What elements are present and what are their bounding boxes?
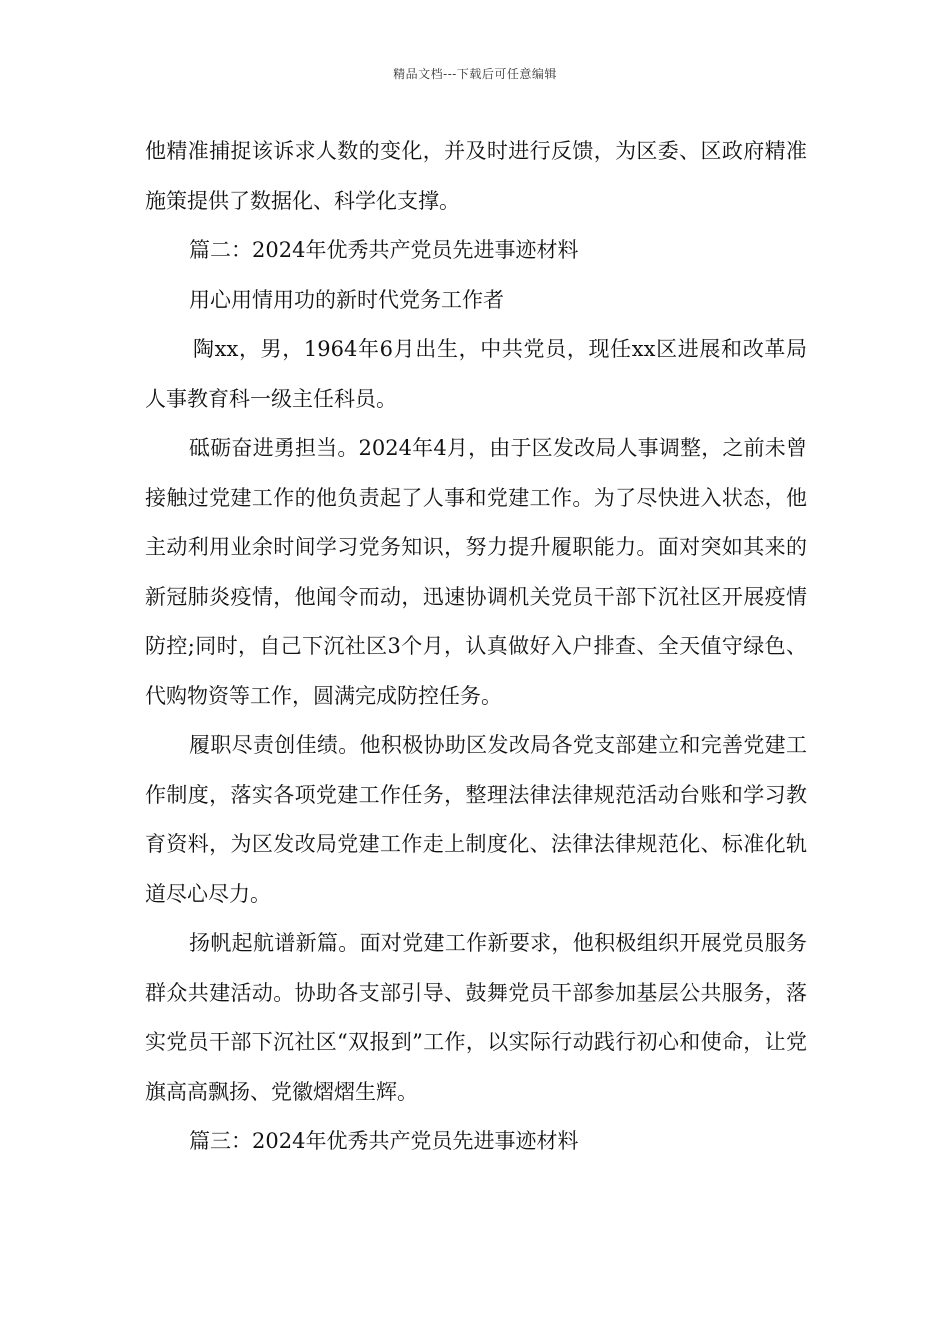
paragraph-profile: 陶xx，男，1964年6月出生，中共党员，现任xx区进展和改革局人事教育科一级主任科员。 <box>145 337 807 411</box>
page-header: 精品文档---下载后可任意编辑 <box>393 67 557 81</box>
paragraph-section-1: 砥砺奋进勇担当。2024年4月，由于区发改局人事调整，之前未曾接触过党建工作的他负责起了人事和党建工作。为了尽快进入状态，他主动利用业余时间学习党务知识，努力提升履职能力。面对突如其来的新冠肺炎疫情，他闻令而动，迅速协调机关党员干部下沉社区开展疫情防控;同时，自己下沉社区3个月，认真做好入户排查、全天值守绿色、代购物资等工作，圆满完成防控任务。 <box>145 436 807 708</box>
section-heading-3: 篇三：2024年优秀共产党员先进事迹材料 <box>189 1129 579 1153</box>
paragraph-section-2: 履职尽责创佳绩。他积极协助区发改局各党支部建立和完善党建工作制度，落实各项党建工作任务，整理法律法律规范活动台账和学习教育资料，为区发改局党建工作走上制度化、法律法律规范化、标准化轨道尽心尽力。 <box>145 733 807 906</box>
paragraph-section-3: 扬帆起航谱新篇。面对党建工作新要求，他积极组织开展党员服务群众共建活动。协助各支部引导、鼓舞党员干部参加基层公共服务，落实党员干部下沉社区“双报到”工作，以实际行动践行初心和使命，让党旗高高飘扬、党徽熠熠生辉。 <box>145 931 807 1104</box>
article-title: 用心用情用功的新时代党务工作者 <box>189 287 504 312</box>
section-heading-2: 篇二：2024年优秀共产党员先进事迹材料 <box>189 238 579 262</box>
document-body <box>145 127 807 1167</box>
paragraph-continuation: 他精准捕捉该诉求人数的变化，并及时进行反馈，为区委、区政府精准施策提供了数据化、科学化支撑。 <box>145 139 807 213</box>
